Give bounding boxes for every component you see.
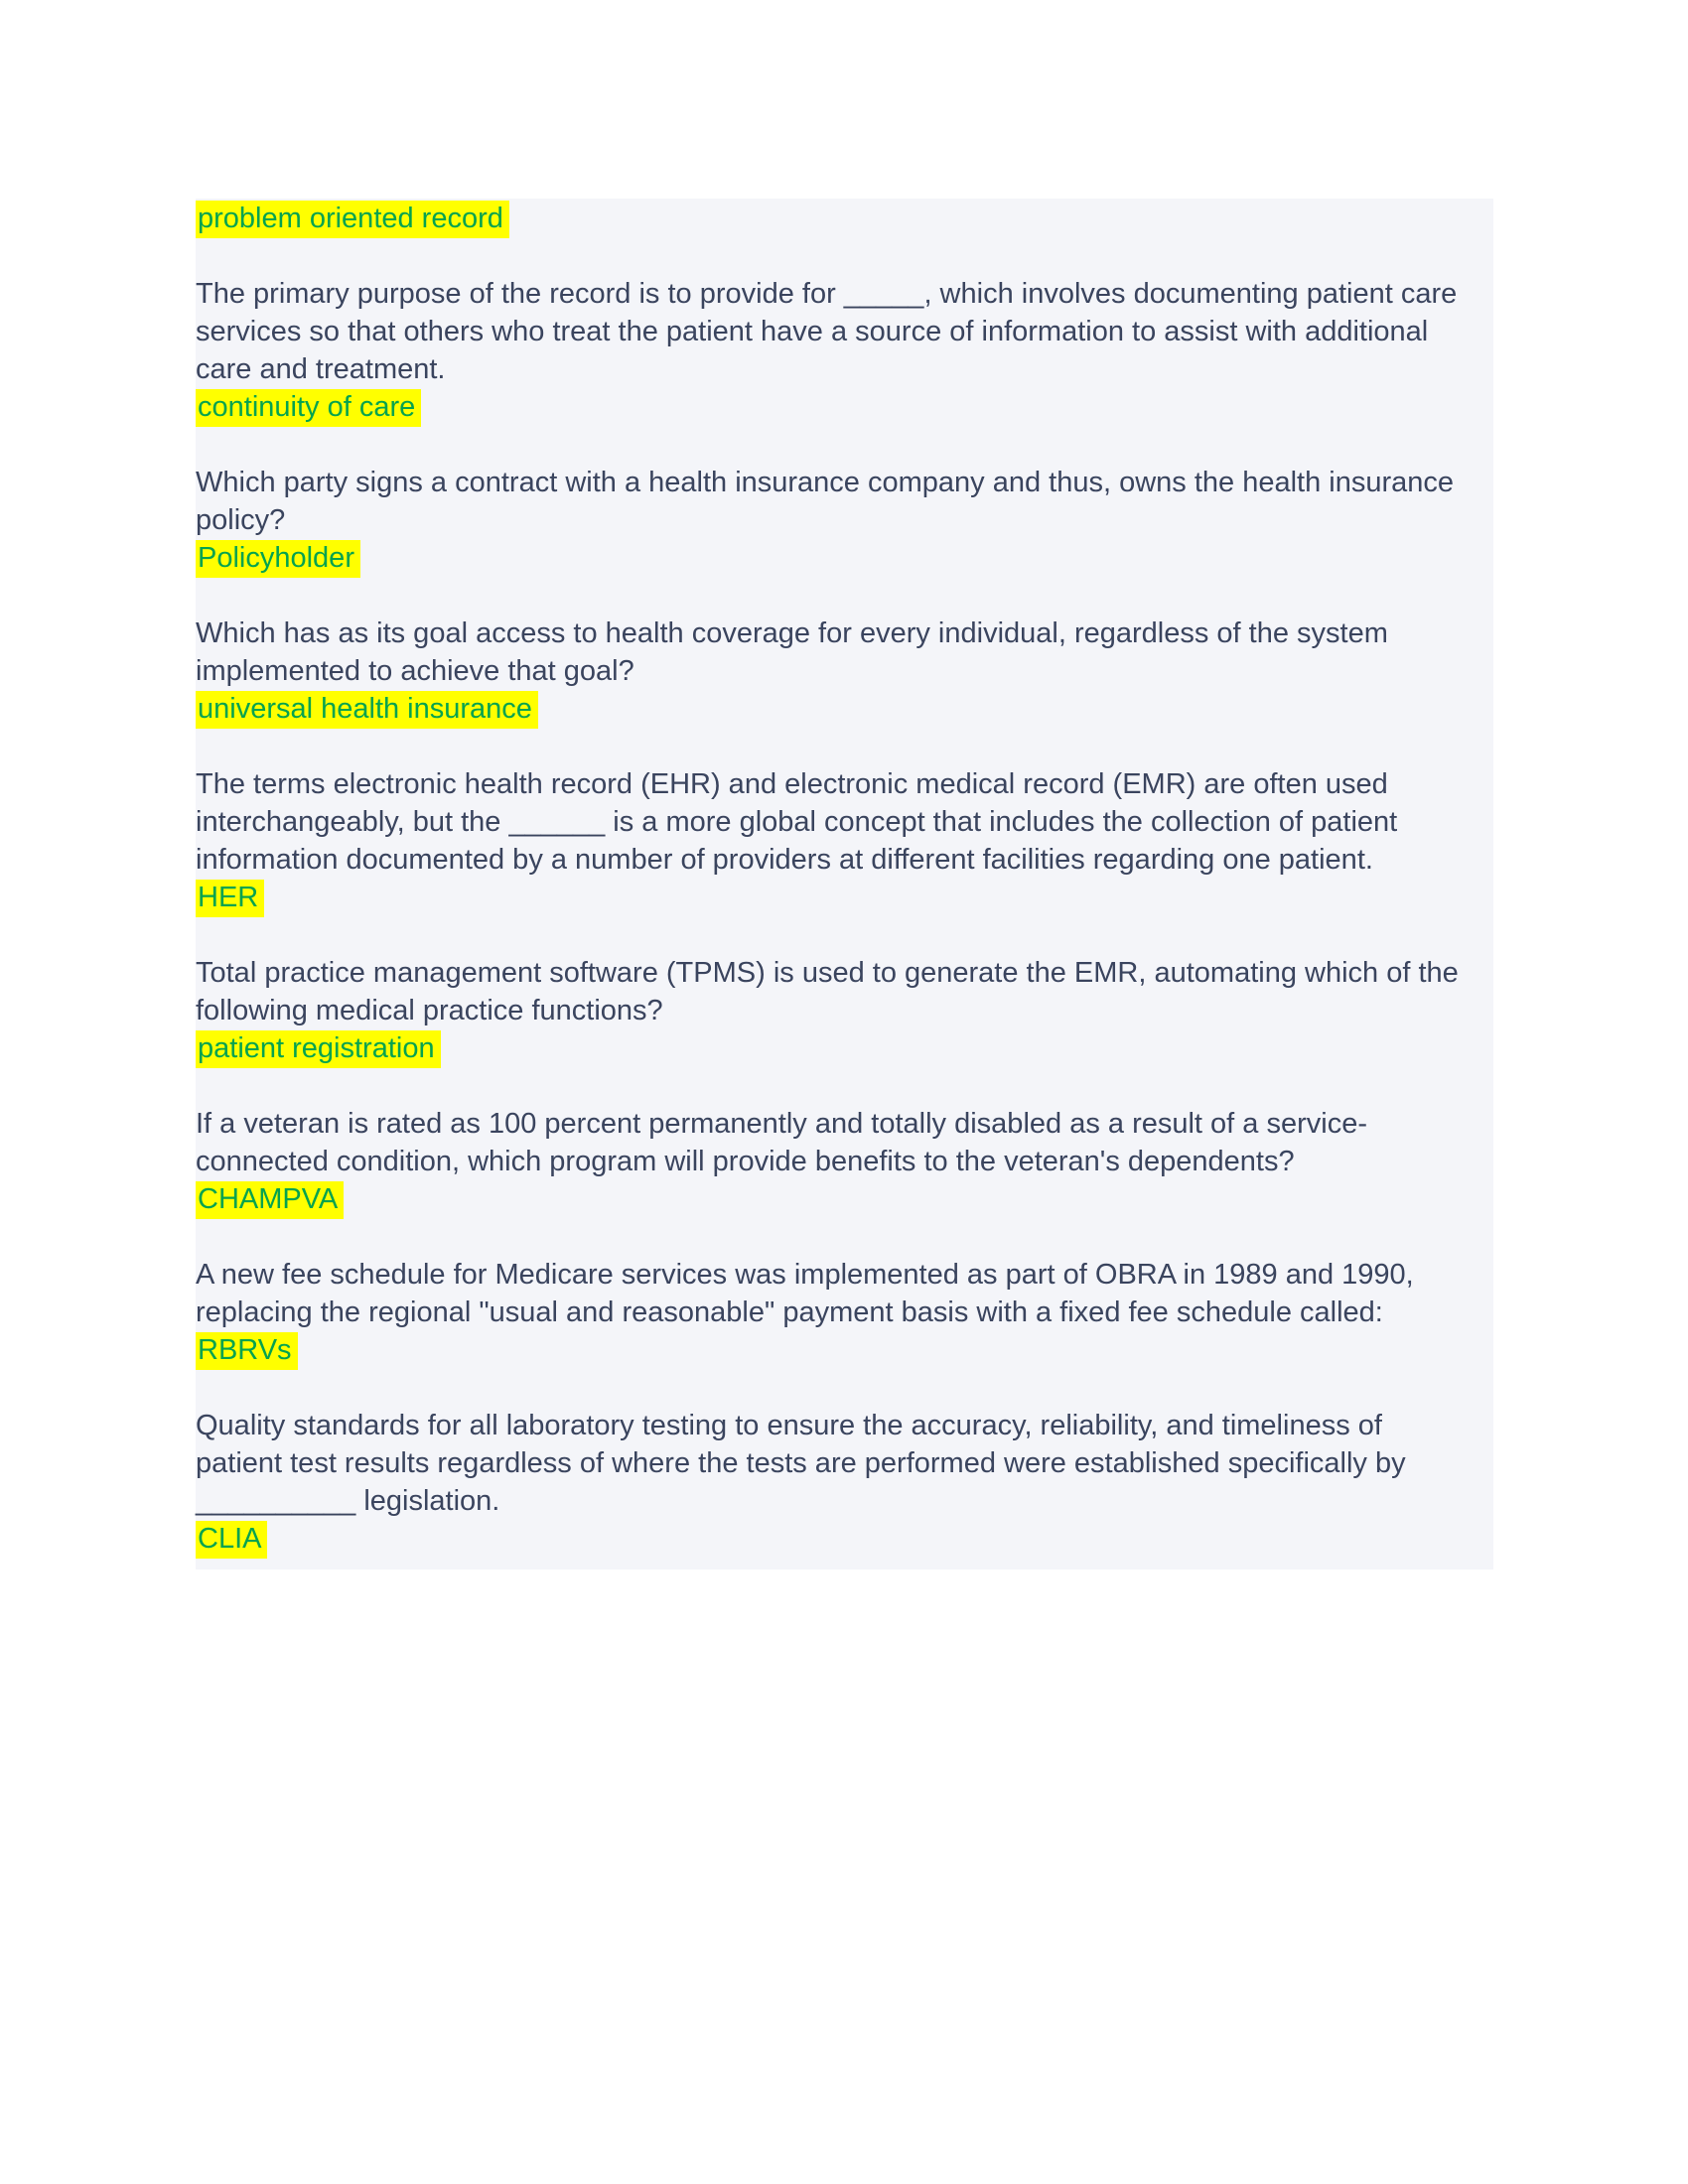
qa-block — [196, 765, 1476, 916]
question-text: If a veteran is rated as 100 percent permanently and totally disabled as a result of a service-connected condition, which program will provide benefits to the veteran's dependents? — [196, 1108, 1367, 1177]
answer-highlight: CHAMPVA — [196, 1181, 344, 1219]
question-text: The terms electronic health record (EHR) and electronic medical record (EMR) are often used interchangeably, but the ______ is a more global concept that includes the collection of patient information documented by a number of providers at different facilities regarding one patient. — [196, 768, 1406, 876]
qa-block — [196, 275, 1476, 426]
answer-line — [196, 879, 1476, 916]
qa-block — [196, 614, 1476, 728]
qa-block — [196, 1105, 1476, 1218]
answer-highlight: problem oriented record — [196, 201, 509, 238]
answer-line — [196, 1029, 1476, 1067]
answer-line — [196, 1331, 1476, 1369]
study-notes-content — [196, 200, 1493, 1558]
answer-highlight: Policyholder — [196, 540, 360, 578]
answer-highlight: HER — [196, 880, 264, 917]
answer-line — [196, 388, 1476, 426]
intro-answer-line — [196, 200, 1476, 237]
question-text: A new fee schedule for Medicare services was implemented as part of OBRA in 1989 and 1990, replacing the regional "usual and reasonable" payment basis with a fixed fee schedule called: — [196, 1259, 1422, 1328]
qa-block — [196, 954, 1476, 1067]
question-text: The primary purpose of the record is to provide for _____, which involves documenting patient care services so that others who treat the patient have a source of information to assist with additional care and treatment. — [196, 278, 1466, 385]
qa-block — [196, 1256, 1476, 1369]
qa-block — [196, 464, 1476, 577]
answer-line — [196, 1520, 1476, 1558]
qa-block — [196, 1407, 1476, 1558]
answer-highlight: universal health insurance — [196, 691, 538, 729]
question-text: Total practice management software (TPMS) is used to generate the EMR, automating which of the following medical practice functions? — [196, 957, 1467, 1026]
question-text: Which party signs a contract with a health insurance company and thus, owns the health insurance policy? — [196, 467, 1463, 536]
answer-highlight: continuity of care — [196, 389, 421, 427]
answer-line — [196, 690, 1476, 728]
question-text: Which has as its goal access to health coverage for every individual, regardless of the system implemented to achieve that goal? — [196, 617, 1396, 687]
study-notes-panel — [196, 199, 1493, 1570]
answer-highlight: patient registration — [196, 1030, 441, 1068]
answer-line — [196, 539, 1476, 577]
answer-highlight: CLIA — [196, 1521, 267, 1559]
answer-highlight: RBRVs — [196, 1332, 298, 1370]
answer-line — [196, 1180, 1476, 1218]
question-text: Quality standards for all laboratory testing to ensure the accuracy, reliability, and timeliness of patient test results regardless of where the tests are performed were established specifically by __________ legislation. — [196, 1410, 1414, 1517]
